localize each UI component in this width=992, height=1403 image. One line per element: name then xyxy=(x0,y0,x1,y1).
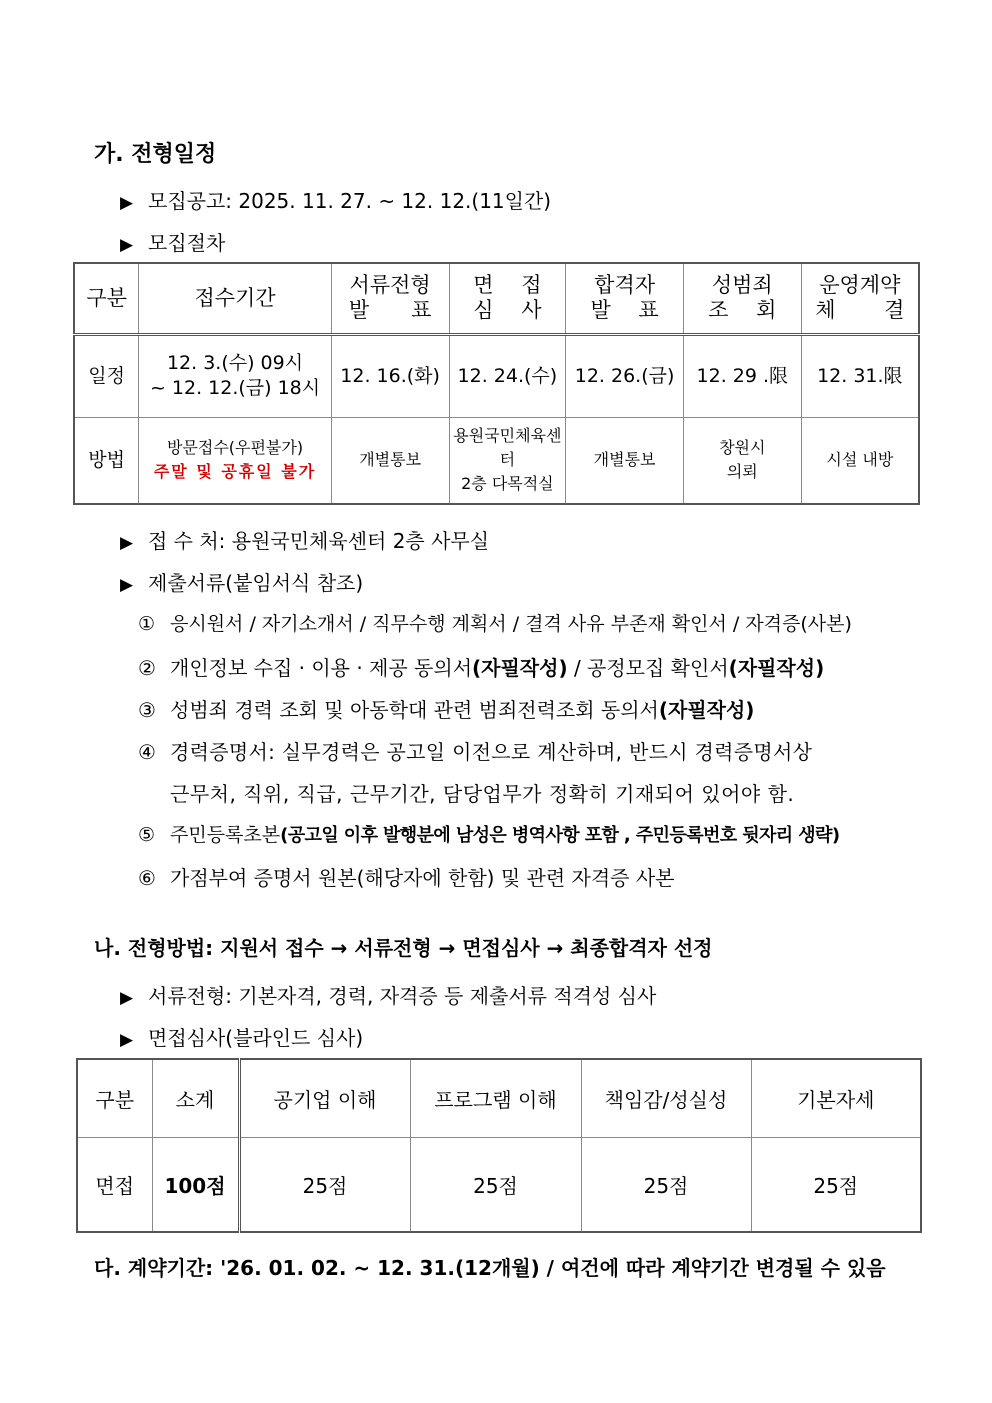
method-interview-l1: 용원국민체육센터 xyxy=(453,426,562,470)
schedule-interview: 12. 24.(수) xyxy=(449,334,566,417)
doc-screening-text: 서류전형: 기본자격, 경력, 자격증 등 제출서류 적격성 심사 xyxy=(148,984,657,1008)
document-item-3 xyxy=(138,694,754,723)
item-number: ④ xyxy=(138,740,157,764)
score-header-attitude: 기본자세 xyxy=(751,1059,921,1138)
document-item-4 xyxy=(138,736,812,765)
score-category: 면접 xyxy=(77,1138,152,1233)
schedule-contract: 12. 31.限 xyxy=(801,334,919,417)
item-note: (공고일 이후 발행분에 남성은 병역사항 포함 , 주민등록번호 뒷자리 생략) xyxy=(280,825,840,846)
method-interview xyxy=(449,417,566,504)
document-item-6 xyxy=(138,862,674,891)
header-interview-l2: 심 사 xyxy=(473,298,542,323)
schedule-row xyxy=(74,334,919,417)
method-period-warning: 주말 및 공휴일 불가 xyxy=(153,462,317,482)
header-final-result-l1: 합격자 xyxy=(594,273,656,298)
score-public-enterprise: 25점 xyxy=(239,1138,410,1233)
item-note: (자필작성) xyxy=(472,656,568,680)
item-text: 응시원서 / 자기소개서 / 직무수행 계획서 / 결격 사유 부존재 확인서 / 자격증(사본) xyxy=(170,613,852,635)
item-number: ⑥ xyxy=(138,866,156,890)
item-text: 성범죄 경력 조회 및 아동학대 관련 범죄전력조회 동의서 xyxy=(170,698,659,722)
doc-screening-line xyxy=(120,980,656,1009)
schedule-final-result: 12. 26.(금) xyxy=(566,334,684,417)
score-row xyxy=(77,1138,921,1233)
header-doc-result-l1: 서류전형 xyxy=(349,273,431,298)
method-row xyxy=(74,417,919,504)
interview-label-line xyxy=(120,1022,363,1051)
documents-line xyxy=(120,567,363,596)
bullet-arrow-icon: ▶ xyxy=(120,1030,134,1050)
score-program: 25점 xyxy=(410,1138,581,1233)
interview-label: 면접심사(블라인드 심사) xyxy=(148,1026,364,1050)
schedule-period xyxy=(139,334,331,417)
score-header-total: 소계 xyxy=(152,1059,239,1138)
item-text: 경력증명서: 실무경력은 공고일 이전으로 계산하며, 반드시 경력증명서상 xyxy=(170,740,813,764)
score-header-public-enterprise: 공기업 이해 xyxy=(239,1059,410,1138)
section-a-title: 가. 전형일정 xyxy=(94,142,217,167)
recruit-notice-line xyxy=(120,185,551,214)
header-interview-l1: 면 접 xyxy=(473,273,542,298)
method-period-l1: 방문접수(우편불가) xyxy=(166,438,304,458)
method-label: 방법 xyxy=(74,417,139,504)
document-item-4-cont: 근무처, 직위, 직급, 근무기간, 담당업무가 정확히 기재되어 있어야 함. xyxy=(170,782,795,806)
item-number: ⑤ xyxy=(138,824,156,846)
method-period xyxy=(139,417,331,504)
header-contract xyxy=(801,263,919,334)
method-crime-l2: 의뢰 xyxy=(726,462,758,482)
method-contract: 시설 내방 xyxy=(801,417,919,504)
section-b-title: 나. 전형방법: 지원서 접수 → 서류전형 → 면접심사 → 최종합격자 선정 xyxy=(94,936,713,960)
item-note: (자필작성) xyxy=(728,656,825,680)
score-responsibility: 25점 xyxy=(581,1138,751,1233)
header-contract-l1: 운영계약 xyxy=(819,273,901,298)
reception-line xyxy=(120,525,489,554)
header-final-result-l2: 발 표 xyxy=(590,298,659,323)
header-final-result xyxy=(566,263,684,334)
schedule-table xyxy=(73,262,920,505)
header-crime-check xyxy=(683,263,801,334)
header-category: 구분 xyxy=(74,263,139,334)
header-interview xyxy=(449,263,566,334)
bullet-arrow-icon: ▶ xyxy=(120,193,134,213)
item-text: 개인정보 수집 · 이용 · 제공 동의서 xyxy=(170,656,473,680)
item-note: (자필작성) xyxy=(658,698,755,722)
schedule-period-l2: ~ 12. 12.(금) 18시 xyxy=(149,377,321,399)
score-header-category: 구분 xyxy=(77,1059,152,1138)
score-attitude: 25점 xyxy=(751,1138,921,1233)
score-header-program: 프로그램 이해 xyxy=(410,1059,581,1138)
section-c-title: 다. 계약기간: '26. 01. 02. ~ 12. 31.(12개월) / 여건에 따라 계약기간 변경될 수 있음 xyxy=(94,1256,886,1280)
header-doc-result-l2: 발 표 xyxy=(348,298,432,323)
bullet-arrow-icon: ▶ xyxy=(120,533,134,553)
schedule-period-l1: 12. 3.(수) 09시 xyxy=(166,352,304,374)
reception-text: 접 수 처: 용원국민체육센터 2층 사무실 xyxy=(148,529,490,553)
interview-score-table xyxy=(76,1058,922,1233)
method-doc-result: 개별통보 xyxy=(331,417,449,504)
method-final-result: 개별통보 xyxy=(566,417,684,504)
item-text: / 공정모집 확인서 xyxy=(567,656,729,680)
item-number: ③ xyxy=(138,698,156,722)
header-doc-result xyxy=(331,263,449,334)
score-header-responsibility: 책임감/성실성 xyxy=(581,1059,751,1138)
header-period: 접수기간 xyxy=(139,263,331,334)
method-crime-check xyxy=(683,417,801,504)
score-total: 100점 xyxy=(152,1138,239,1233)
schedule-label: 일정 xyxy=(74,334,139,417)
schedule-doc-result: 12. 16.(화) xyxy=(331,334,449,417)
bullet-arrow-icon: ▶ xyxy=(120,235,134,255)
header-contract-l2: 체 결 xyxy=(815,298,905,323)
header-crime-check-l1: 성범죄 xyxy=(711,273,773,298)
document-item-2 xyxy=(138,652,824,681)
schedule-crime-check: 12. 29 .限 xyxy=(683,334,801,417)
score-header-row xyxy=(77,1059,921,1138)
recruit-notice: 모집공고: 2025. 11. 27. ~ 12. 12.(11일간) xyxy=(148,189,552,213)
document-item-5 xyxy=(138,820,839,847)
method-interview-l2: 2층 다목적실 xyxy=(461,474,554,494)
procedure-line xyxy=(120,227,225,256)
documents-label: 제출서류(붙임서식 참조) xyxy=(148,571,364,595)
item-text: 가점부여 증명서 원본(해당자에 한함) 및 관련 자격증 사본 xyxy=(170,866,675,890)
method-crime-l1: 창원시 xyxy=(719,438,766,458)
bullet-arrow-icon: ▶ xyxy=(120,575,134,595)
procedure-label: 모집절차 xyxy=(148,231,226,255)
item-number: ① xyxy=(138,613,156,635)
header-crime-check-l2: 조 회 xyxy=(708,298,777,323)
bullet-arrow-icon: ▶ xyxy=(120,988,134,1008)
item-text: 주민등록초본 xyxy=(170,824,281,846)
item-number: ② xyxy=(138,656,156,680)
schedule-header-row xyxy=(74,263,919,334)
document-item-1 xyxy=(138,609,852,636)
